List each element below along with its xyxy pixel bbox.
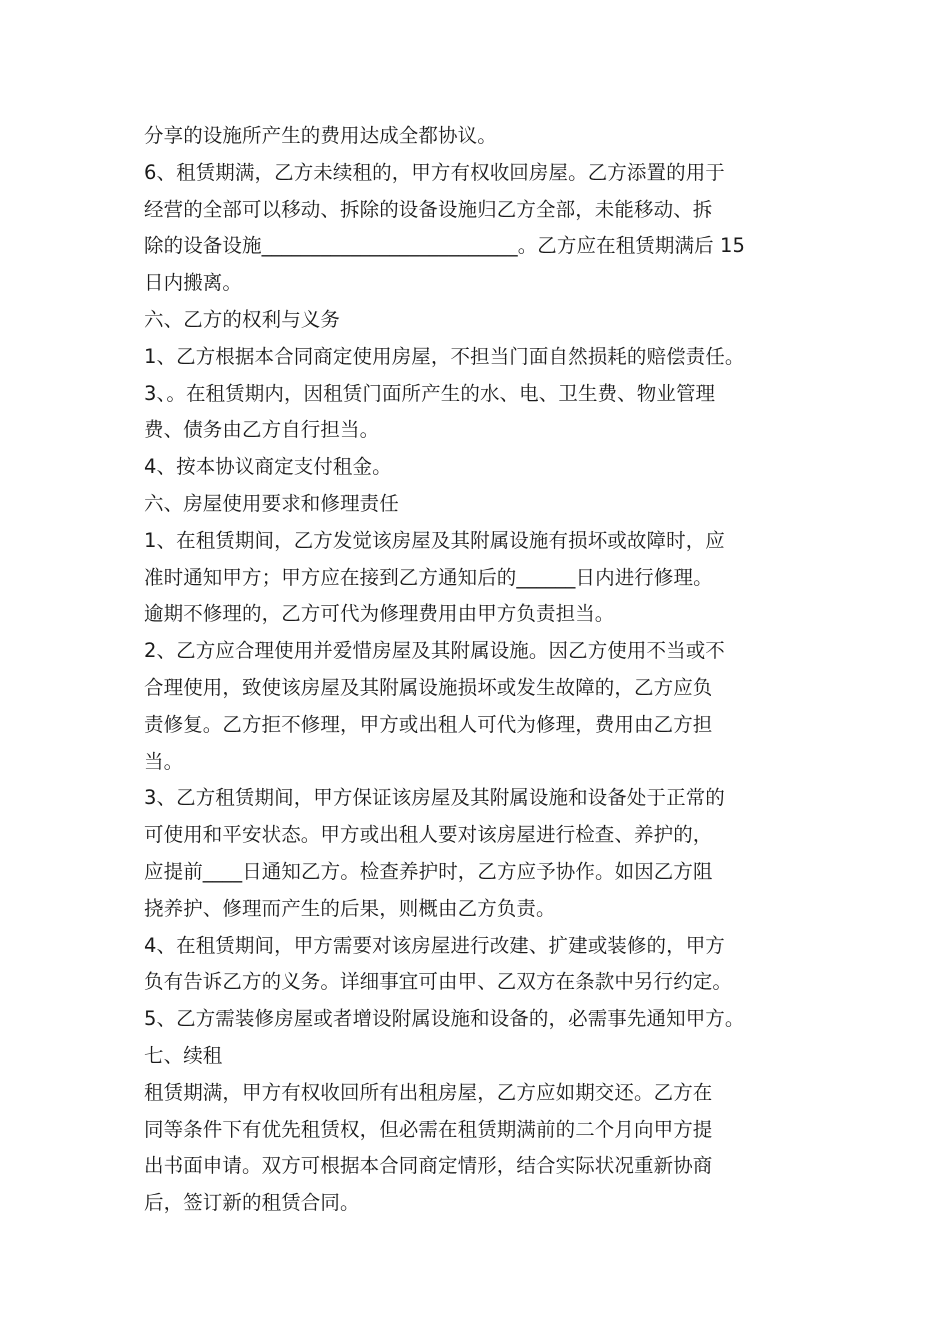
text-line: 出书面申请。双方可根据本合同商定情形，结合实际状况重新协商 [144,1154,713,1178]
text-line: 当。 [144,749,184,773]
text-line: 分享的设施所产生的费用达成全都协议。 [144,124,497,147]
text-line: 5、乙方需装修房屋或者增设附属设施和设备的，必需事先通知甲方。 [144,1007,745,1031]
section-heading: 七、续租 [144,1043,223,1067]
text-line: 后，签订新的租赁合同。 [144,1191,360,1215]
text-line: 同等条件下有优先租赁权，但必需在租赁期满前的二个月向甲方提 [144,1117,713,1141]
text-line: 挠养护、修理而产生的后果，则概由乙方负责。 [144,896,556,920]
text-line: 日内搬离。 [144,271,243,295]
text-line: 4、在租赁期间，甲方需要对该房屋进行改建、扩建或装修的，甲方 [144,933,725,957]
text-line: 除的设备设施__________________________。乙方应在租赁期满后 15 [144,234,746,258]
section-heading: 六、房屋使用要求和修理责任 [144,491,399,515]
text-line: 应提前____日通知乙方。检查养护时，乙方应予协作。如因乙方阻 [144,859,713,883]
document-body [144,118,824,1222]
text-line: 负有告诉乙方的义务。详细事宜可由甲、乙双方在条款中另行约定。 [144,970,733,994]
text-line: 6、租赁期满，乙方未续租的，甲方有权收回房屋。乙方添置的用于 [144,160,725,184]
text-line: 费、债务由乙方自行担当。 [144,418,380,442]
text-line: 3、乙方租赁期间，甲方保证该房屋及其附属设施和设备处于正常的 [144,786,725,810]
text-line: 合理使用，致使该房屋及其附属设施损坏或发生故障的，乙方应负 [144,675,713,699]
text-line: 2、乙方应合理使用并爱惜房屋及其附属设施。因乙方使用不当或不 [144,639,725,663]
section-heading: 六、乙方的权利与义务 [144,307,341,331]
text-line: 1、在租赁期间，乙方发觉该房屋及其附属设施有损坏或故障时，应 [144,528,725,552]
text-line: 租赁期满，甲方有权收回所有出租房屋，乙方应如期交还。乙方在 [144,1080,713,1104]
text-line: 4、按本协议商定支付租金。 [144,455,392,479]
text-line: 1、乙方根据本合同商定使用房屋，不担当门面自然损耗的赔偿责任。 [144,344,745,368]
text-line: 准时通知甲方；甲方应在接到乙方通知后的______日内进行修理。 [144,565,713,589]
text-line: 逾期不修理的，乙方可代为修理费用由甲方负责担当。 [144,602,615,626]
text-line: 经营的全部可以移动、拆除的设备设施归乙方全部，未能移动、拆 [144,197,713,221]
text-line: 责修复。乙方拒不修理，甲方或出租人可代为修理，费用由乙方担 [144,712,713,736]
text-line: 可使用和平安状态。甲方或出租人要对该房屋进行检查、养护的， [144,823,713,847]
text-line: 3、。在租赁期内，因租赁门面所产生的水、电、卫生费、物业管理 [144,381,716,405]
